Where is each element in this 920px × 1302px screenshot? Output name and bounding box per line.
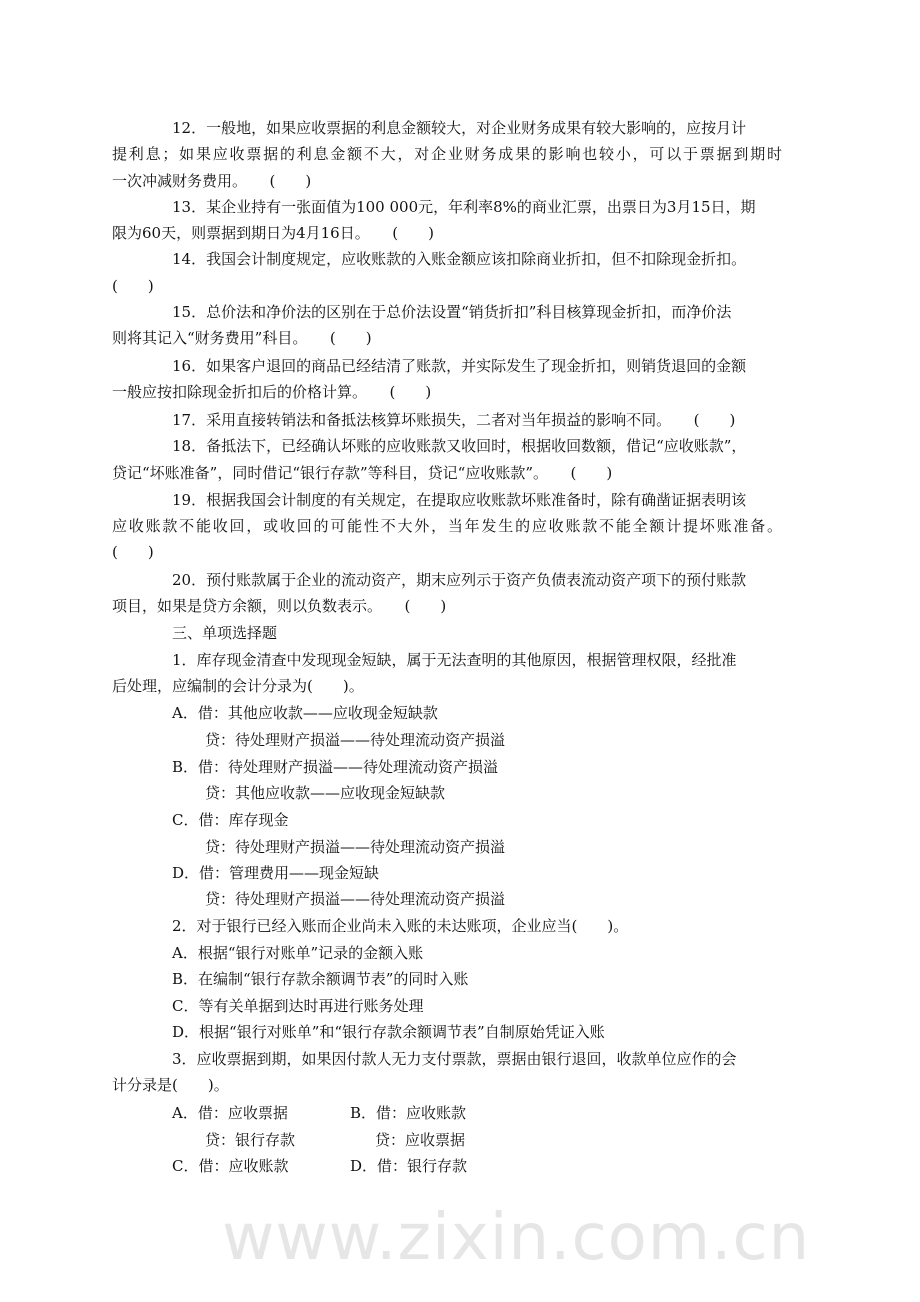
text-line: 12．一般地，如果应收票据的利息金额较大，对企业财务成果有较大影响的，应按月计 — [172, 119, 747, 137]
option-line: 贷：待处理财产损溢——待处理流动资产损溢 — [205, 838, 506, 856]
option-line: D．借：管理费用——现金短缺 — [172, 864, 380, 882]
option-line: C．借：库存现金 — [172, 811, 289, 829]
text-line: 则将其记入“财务费用”科目。 ( ) — [112, 329, 372, 347]
text-line: 1．库存现金清查中发现现金短缺，属于无法查明的其他原因，根据管理权限，经批准 — [172, 651, 737, 669]
option-line: B．在编制“银行存款余额调节表”的同时入账 — [172, 970, 469, 988]
text-line: 提利息；如果应收票据的利息金额不大，对企业财务成果的影响也较小，可以于票据到期时 — [112, 145, 782, 163]
option-line: A．借：其他应收款——应收现金短缺款 — [172, 704, 438, 722]
option-c-debit: C．借：应收账款 — [172, 1157, 289, 1175]
text-line: 3．应收票据到期，如果因付款人无力支付票款，票据由银行退回，收款单位应作的会 — [172, 1050, 737, 1068]
text-line: 贷记“坏账准备”，同时借记“银行存款”等科目，贷记“应收账款”。 ( ) — [112, 464, 613, 482]
text-line: 14．我国会计制度规定，应收账款的入账金额应该扣除商业折扣，但不扣除现金折扣。 — [172, 250, 747, 268]
text-line: 2．对于银行已经入账而企业尚未入账的未达账项，企业应当( )。 — [172, 917, 629, 935]
text-line: ( ) — [112, 277, 154, 295]
section-heading: 三、单项选择题 — [172, 624, 278, 642]
option-line: 贷：待处理财产损溢——待处理流动资产损溢 — [205, 731, 506, 749]
text-line: 一般应按扣除现金折扣后的价格计算。 ( ) — [112, 383, 432, 401]
option-line: C．等有关单据到达时再进行账务处理 — [172, 997, 424, 1015]
text-line: 19．根据我国会计制度的有关规定，在提取应收账款坏账准备时，除有确凿证据表明该 — [172, 491, 747, 509]
text-line: 15．总价法和净价法的区别在于总价法设置“销货折扣”科目核算现金折扣，而净价法 — [172, 303, 732, 321]
option-a-credit: 贷：银行存款 — [205, 1131, 296, 1149]
option-line: 贷：其他应收款——应收现金短缺款 — [205, 784, 446, 802]
option-line: 贷：待处理财产损溢——待处理流动资产损溢 — [205, 890, 506, 908]
text-line: 18．备抵法下，已经确认坏账的应收账款又收回时，根据收回数额，借记“应收账款”， — [172, 437, 747, 455]
text-line: 后处理，应编制的会计分录为( )。 — [112, 677, 364, 695]
option-a-debit: A．借：应收票据 — [172, 1104, 288, 1122]
text-line: ( ) — [112, 543, 154, 561]
option-b-credit: 贷：应收票据 — [375, 1131, 466, 1149]
option-line: B．借：待处理财产损溢——待处理流动资产损溢 — [172, 758, 499, 776]
text-line: 项目，如果是贷方余额，则以负数表示。 ( ) — [112, 597, 447, 615]
watermark: www.zixin.com.cn — [222, 1201, 811, 1275]
text-line: 16．如果客户退回的商品已经结清了账款，并实际发生了现金折扣，则销货退回的金额 — [172, 357, 747, 375]
option-line: D．根据“银行对账单”和“银行存款余额调节表”自制原始凭证入账 — [172, 1023, 605, 1041]
text-line: 17．采用直接转销法和备抵法核算坏账损失，二者对当年损益的影响不同。 ( ) — [172, 411, 736, 429]
text-line: 限为60天，则票据到期日为4月16日。 ( ) — [112, 224, 434, 242]
text-line: 20．预付账款属于企业的流动资产，期末应列示于资产负债表流动资产项下的预付账款 — [172, 571, 747, 589]
option-d-debit: D．借：银行存款 — [350, 1157, 468, 1175]
option-b-debit: B．借：应收账款 — [350, 1104, 467, 1122]
option-line: A．根据“银行对账单”记录的金额入账 — [172, 944, 424, 962]
text-line: 计分录是( )。 — [112, 1076, 229, 1094]
text-line: 应收账款不能收回，或收回的可能性不大外，当年发生的应收账款不能全额计提坏账准备。 — [112, 517, 782, 535]
text-line: 一次冲减财务费用。 ( ) — [112, 172, 312, 190]
text-line: 13．某企业持有一张面值为100 000元，年利率8%的商业汇票，出票日为3月15日，期 — [172, 198, 756, 216]
